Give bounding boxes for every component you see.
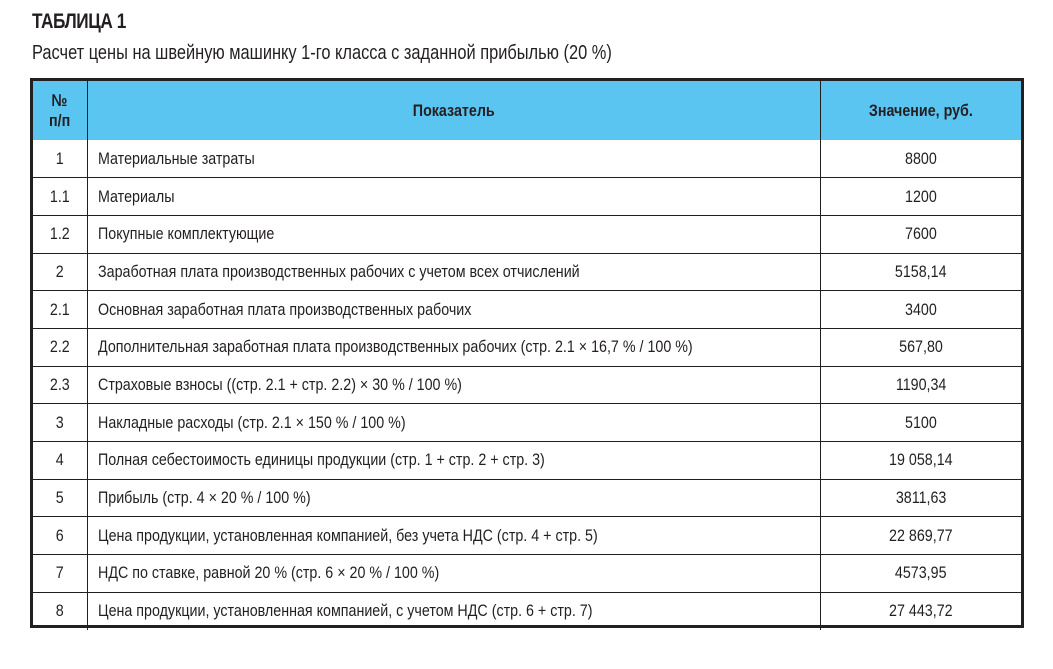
value-cell	[820, 404, 1021, 442]
value-cell	[820, 517, 1021, 555]
table-row	[33, 140, 1021, 178]
value-text: 8800	[904, 148, 937, 168]
row-number: 2.2	[49, 337, 70, 357]
value-text: 5158,14	[894, 261, 947, 281]
value-text: 22 869,77	[888, 525, 953, 545]
value-cell	[820, 253, 1021, 291]
indicator-text: Дополнительная заработная плата производственных рабочих (стр. 2.1 × 16,7 % / 100 %)	[97, 337, 693, 357]
value-cell	[820, 140, 1021, 178]
row-number-cell	[33, 253, 87, 291]
indicator-cell	[87, 442, 820, 480]
indicator-cell	[87, 555, 820, 593]
row-number: 2.3	[49, 374, 70, 394]
row-number: 2.1	[49, 299, 70, 319]
row-number-cell	[33, 140, 87, 178]
row-number-cell	[33, 479, 87, 517]
table-row	[33, 404, 1021, 442]
indicator-text: Накладные расходы (стр. 2.1 × 150 % / 100 %)	[97, 412, 406, 432]
value-text: 567,80	[898, 337, 943, 357]
row-number: 2	[55, 261, 64, 281]
row-number: 1.1	[49, 186, 70, 206]
value-text: 3811,63	[895, 488, 947, 508]
header-row-number	[33, 81, 87, 140]
indicator-cell	[87, 291, 820, 329]
table-row	[33, 253, 1021, 291]
table-row	[33, 366, 1021, 404]
row-number: 5	[55, 488, 64, 508]
value-text: 3400	[904, 299, 937, 319]
value-cell	[820, 479, 1021, 517]
header-value: Значение, руб.	[820, 81, 1021, 140]
indicator-text: Страховые взносы ((стр. 2.1 + стр. 2.2) × 30 % / 100 %)	[97, 374, 462, 394]
indicator-text: Покупные комплектующие	[97, 224, 274, 244]
row-number-cell	[33, 366, 87, 404]
indicator-cell	[87, 592, 820, 630]
price-calculation-table	[33, 81, 1021, 630]
indicator-text: Полная себестоимость единицы продукции (стр. 1 + стр. 2 + стр. 3)	[97, 450, 545, 470]
indicator-cell	[87, 479, 820, 517]
table-caption: Расчет цены на швейную машинку 1-го класса с заданной прибылью (20 %)	[32, 42, 612, 64]
value-cell	[820, 366, 1021, 404]
value-text: 19 058,14	[888, 450, 953, 470]
row-number: 7	[55, 563, 64, 583]
value-cell	[820, 555, 1021, 593]
table-row	[33, 442, 1021, 480]
indicator-cell	[87, 178, 820, 216]
indicator-text: Цена продукции, установленная компанией, без учета НДС (стр. 4 + стр. 5)	[97, 525, 598, 545]
table-label: ТАБЛИЦА 1	[32, 10, 126, 33]
row-number: 3	[55, 412, 64, 432]
value-text: 4573,95	[894, 563, 947, 583]
table-row	[33, 291, 1021, 329]
row-number: 8	[55, 601, 64, 621]
table-header-row	[33, 81, 1021, 140]
indicator-cell	[87, 517, 820, 555]
indicator-cell	[87, 328, 820, 366]
value-cell	[820, 215, 1021, 253]
table-row	[33, 517, 1021, 555]
indicator-text: Основная заработная плата производственных рабочих	[97, 299, 471, 319]
indicator-cell	[87, 215, 820, 253]
table-row	[33, 178, 1021, 216]
row-number-cell	[33, 178, 87, 216]
value-text: 1200	[904, 186, 937, 206]
table-row	[33, 592, 1021, 630]
value-text: 1190,34	[895, 374, 947, 394]
value-cell	[820, 442, 1021, 480]
indicator-text: Заработная плата производственных рабочих с учетом всех отчислений	[97, 261, 580, 281]
header-pp: п/п	[49, 110, 71, 130]
table-row	[33, 328, 1021, 366]
value-cell	[820, 592, 1021, 630]
row-number: 1	[55, 148, 64, 168]
row-number: 4	[55, 450, 64, 470]
row-number-cell	[33, 328, 87, 366]
indicator-text: Материальные затраты	[97, 148, 255, 168]
indicator-cell	[87, 366, 820, 404]
value-cell	[820, 291, 1021, 329]
table-row	[33, 479, 1021, 517]
table-body	[33, 140, 1021, 630]
row-number: 1.2	[49, 224, 70, 244]
row-number-cell	[33, 215, 87, 253]
indicator-text: НДС по ставке, равной 20 % (стр. 6 × 20 % / 100 %)	[97, 563, 439, 583]
row-number-cell	[33, 555, 87, 593]
row-number-cell	[33, 592, 87, 630]
value-text: 7600	[904, 224, 937, 244]
indicator-cell	[87, 404, 820, 442]
row-number-cell	[33, 291, 87, 329]
indicator-text: Цена продукции, установленная компанией, с учетом НДС (стр. 6 + стр. 7)	[97, 601, 592, 621]
indicator-text: Материалы	[97, 186, 174, 206]
value-cell	[820, 328, 1021, 366]
row-number: 6	[55, 525, 64, 545]
table-row	[33, 555, 1021, 593]
indicator-cell	[87, 253, 820, 291]
header-number-sign: №	[51, 90, 68, 110]
row-number-cell	[33, 442, 87, 480]
header-indicator: Показатель	[87, 81, 820, 140]
indicator-text: Прибыль (стр. 4 × 20 % / 100 %)	[97, 488, 311, 508]
price-calculation-table-frame	[30, 78, 1024, 628]
row-number-cell	[33, 517, 87, 555]
table-row	[33, 215, 1021, 253]
row-number-cell	[33, 404, 87, 442]
indicator-cell	[87, 140, 820, 178]
value-text: 5100	[904, 412, 937, 432]
value-cell	[820, 178, 1021, 216]
value-text: 27 443,72	[888, 601, 953, 621]
